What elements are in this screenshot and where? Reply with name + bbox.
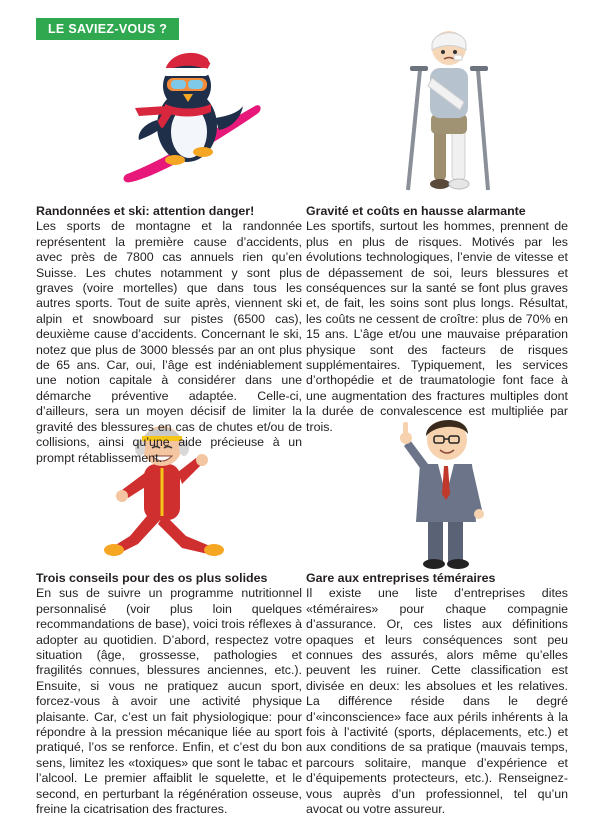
section-body: En sus de suivre un programme nutritionnel personnalisé (voir plus loin quelques recommandations de base), voici trois réflexes à adopter au quotidien. D’abord, respectez votre situation (âge, grossesse, pathologies et fragilités connues, blessures anciennes, etc.). Ensuite, si vous ne pratiquez aucun sport, forcez-vous à avoir une activité physique plaisante. Car, c’est un fait physiologique: pour répondre à la pression mécanique liée au sport pratiqué, l’os se renforce. Enfin, et c’est du bon sens, limitez les «toxiques» que sont le tabac et l’alcool. Le premier affaiblit le squelette, et le second, en perturbant la régénération osseuse, freine la cicatrisation des fractures. — [36, 586, 302, 817]
section-badge: LE SAVIEZ-VOUS ? — [36, 18, 179, 40]
section-body: Les sportifs, surtout les hommes, prennent de plus en plus de risques. Motivés par les évolutions technologiques, l’envie de vitesse et de dépassement de soi, leurs blessures et conséquences sur la santé se font plus graves et, de fait, les soins sont plus longs. Résultat, les coûts ne cessent de croître: plus de 70% en 15 ans. L’âge et/ou une mauvaise préparation physique sont des facteurs de risques supplémentaires. Typiquement, les services d’orthopédie et de traumatologie font face à une augmentation des fractures multiples dont la durée de convalescence est multipliée par trois. — [306, 219, 568, 434]
section-title: Randonnées et ski: attention danger! — [36, 204, 255, 218]
section-reckless-firms — [306, 571, 568, 818]
section-title: Gare aux entreprises téméraires — [306, 571, 496, 585]
section-costs-rising — [306, 204, 568, 435]
section-bone-tips — [36, 571, 302, 818]
section-ski-danger — [36, 204, 302, 466]
section-title: Gravité et coûts en hausse alarmante — [306, 204, 526, 218]
section-body: Les sports de montagne et la randonnée représentent la première cause d’accidents, avec près de 7800 cas annuels rien qu’en Suisse. Les chutes notamment y sont plus graves (voire mortelles) que dans tous les autres sports. Tout de suite après, viennent ski alpin et snowboard sur pistes (6500 cas), deuxième cause d’accidents. Concernant le ski, notez que plus de 3000 blessés par an ont plus de 65 ans. Car, oui, l’âge est indéniablement une notion capitale à considérer dans une démarche préventive adaptée. Celle-ci, d’ailleurs, sera un moyen décisif de limiter la gravité des blessures en cas de chutes et/ou de collisions, ainsi qu’une aide précieuse à un prompt rétablissement. — [36, 219, 302, 465]
injured-man-crutches-icon — [398, 22, 498, 194]
penguin-snowboarder-icon — [115, 36, 265, 196]
section-title: Trois conseils pour des os plus solides — [36, 571, 268, 585]
section-body: Il existe une liste d’entreprises dites «téméraires» pour chaque compagnie d’assurance. Or, ces listes aux définitions opaques et leurs conséquences sont peu connues des assurés, alors même qu’elles peuvent les ruiner. Cette classification est divisée en deux: les absolues et les relatives. La différence réside dans le degré d’«inconscience» face aux périls inhérents à la fois à l’activité (sports, déplacements, etc.) et aux conditions de sa pratique (mauvais temps, parcours solitaire, manque d’expérience et d’équipements protecteurs, etc.). Renseignez-vous auprès d’un professionnel, tel qu’un avocat ou votre assureur. — [306, 586, 568, 817]
